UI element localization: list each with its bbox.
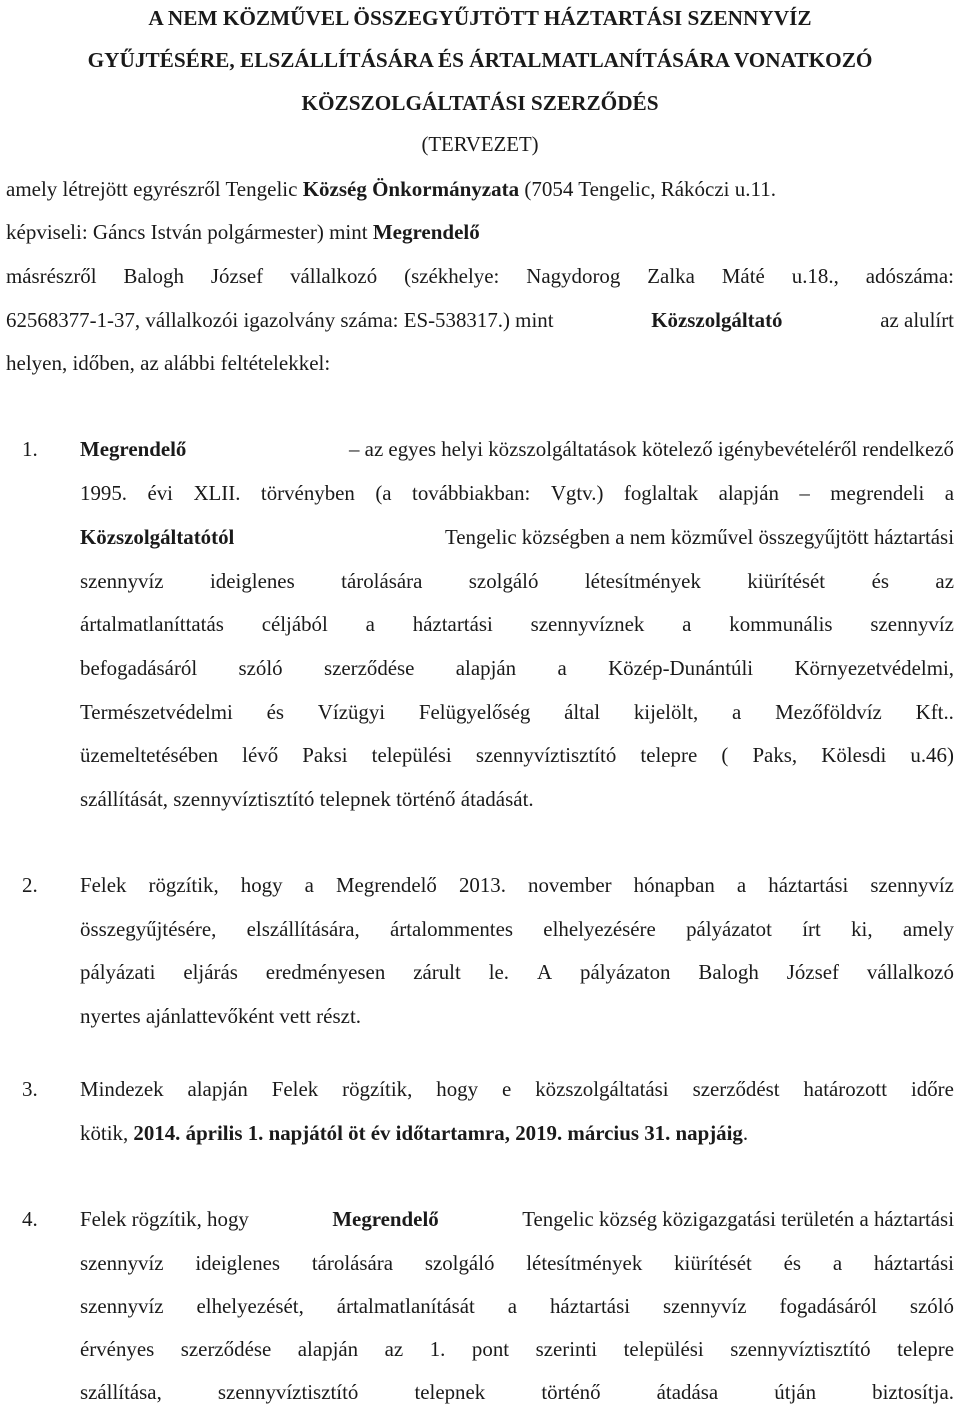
- parties-line-4: 62568377-1-37, vállalkozói igazolvány száma: ES-538317.) mint Közszolgáltató az alulírt: [6, 308, 954, 332]
- section-4-line-3: szennyvíz elhelyezését, ártalmatlanítását a háztartási szennyvíz fogadásáról szóló: [80, 1294, 954, 1318]
- title-line-2: GYŰJTÉSÉRE, ELSZÁLLÍTÁSÁRA ÉS ÁRTALMATLANÍTÁSÁRA VONATKOZÓ: [87, 48, 873, 72]
- section-1-line-2: 1995. évi XLII. törvényben (a továbbiakban: Vgtv.) foglaltak alapján – megrendeli a: [80, 481, 954, 505]
- section-2-line-1: Felek rögzítik, hogy a Megrendelő 2013. november hónapban a háztartási szennyvíz: [80, 873, 954, 897]
- section-4-line-2: szennyvíz ideiglenes tárolására szolgáló létesítmények kiürítését és a háztartási: [80, 1251, 954, 1275]
- section-1-line-8: üzemeltetésében lévő Paksi települési szennyvíztisztító telepre ( Paks, Kölesdi u.46): [80, 743, 954, 767]
- section-1-line-5: ártalmatlaníttatás céljából a háztartási szennyvíznek a kommunális szennyvíz: [80, 612, 954, 636]
- title-line-1: A NEM KÖZMŰVEL ÖSSZEGYŰJTÖTT HÁZTARTÁSI SZENNYVÍZ: [148, 6, 812, 30]
- section-4-line-4: érvényes szerződése alapján az 1. pont szerinti települési szennyvíztisztító telepre: [80, 1337, 954, 1361]
- section-1-line-6: befogadásáról szóló szerződése alapján a Közép-Dunántúli Környezetvédelmi,: [80, 656, 954, 680]
- parties-line-2: képviseli: Gáncs István polgármester) mint Megrendelő: [6, 220, 480, 244]
- section-4-line-5: szállítása, szennyvíztisztító telepnek történő átadása útján biztosítja.: [80, 1380, 954, 1404]
- section-2-line-3: pályázati eljárás eredményesen zárult le. A pályázaton Balogh József vállalkozó: [80, 960, 954, 984]
- title-line-3: KÖZSZOLGÁLTATÁSI SZERZŐDÉS: [301, 91, 659, 115]
- section-2-number: 2.: [22, 873, 38, 897]
- parties-line-3: másrészről Balogh József vállalkozó (székhelye: Nagydorog Zalka Máté u.18., adószáma:: [6, 264, 954, 288]
- section-1-line-7: Természetvédelmi és Vízügyi Felügyelőség által kijelölt, a Mezőföldvíz Kft..: [80, 700, 954, 724]
- section-3-line-2: kötik, 2014. április 1. napjától öt év időtartamra, 2019. március 31. napjáig.: [80, 1121, 749, 1145]
- section-1-number: 1.: [22, 437, 38, 461]
- section-3-line-1: Mindezek alapján Felek rögzítik, hogy e közszolgáltatási szerződést határozott időre: [80, 1077, 954, 1101]
- section-2-line-2: összegyűjtésére, elszállítására, ártalommentes elhelyezésére pályázatot írt ki, amely: [80, 917, 954, 941]
- section-4-line-1: Felek rögzítik, hogy Megrendelő Tengelic község közigazgatási területén a háztartási: [80, 1207, 954, 1231]
- section-3-number: 3.: [22, 1077, 38, 1101]
- section-1-line-9: szállítását, szennyvíztisztító telepnek történő átadását.: [80, 787, 534, 811]
- section-1-line-4: szennyvíz ideiglenes tárolására szolgáló létesítmények kiürítését és az: [80, 569, 954, 593]
- section-1-line-1: Megrendelő – az egyes helyi közszolgáltatások kötelező igénybevételéről rendelkező: [80, 437, 954, 461]
- parties-line-1: amely létrejött egyrészről Tengelic Község Önkormányzata (7054 Tengelic, Rákóczi u.11.: [6, 177, 776, 201]
- draft-label: (TERVEZET): [421, 133, 539, 156]
- parties-line-5: helyen, időben, az alábbi feltételekkel:: [6, 351, 331, 375]
- section-1-line-3: Közszolgáltatótól Tengelic községben a nem közművel összegyűjtött háztartási: [80, 525, 954, 549]
- section-4-number: 4.: [22, 1207, 38, 1231]
- section-2-line-4: nyertes ajánlattevőként vett részt.: [80, 1004, 362, 1028]
